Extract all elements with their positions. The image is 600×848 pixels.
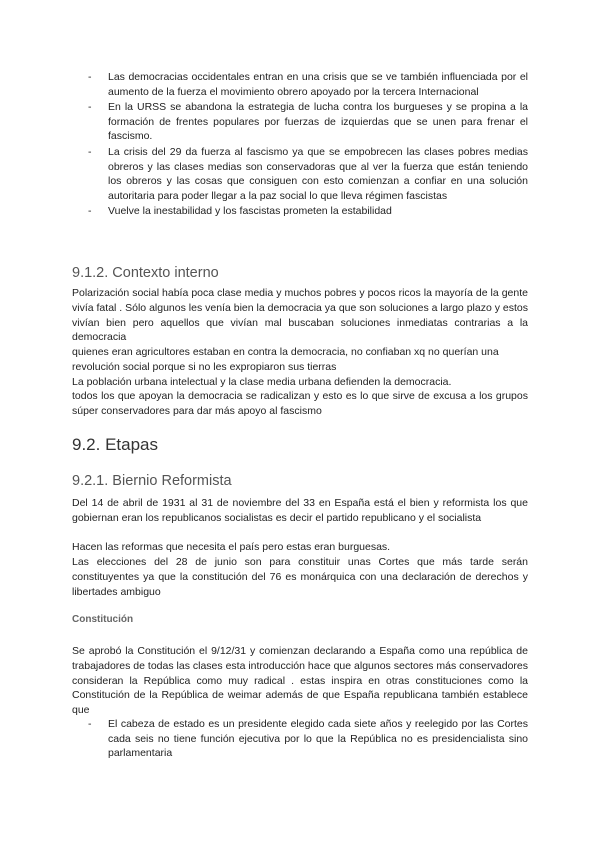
bullet-text: Las democracias occidentales entran en una crisis que se ve también influenciada por el aumento de la fuerza el movimiento obrero apoyado por la tercera Internacional: [108, 71, 528, 98]
bullet-text: Vuelve la inestabilidad y los fascistas prometen la estabilidad: [108, 205, 392, 218]
paragraph: Se aprobó la Constitución el 9/12/31 y comienzan declarando a España como una república de trabajadores de todas las clases esta introducción hace que algunos sectores más conservadores consideran la República como muy radical . estas inspira en otras constituciones como la Constitución de la República de weimar además de que España republicana también establece que: [72, 645, 528, 717]
bullet-dash: -: [88, 205, 92, 218]
section-heading-contexto-interno: 9.1.2. Contexto interno: [72, 265, 219, 281]
list-item: [88, 204, 528, 219]
paragraph: quienes eran agricultores estaban en contra la democracia, no confiaban xq no querían una revolución social porque si no les expropiaron sus tierras: [72, 346, 499, 373]
bullet-text: En la URSS se abandona la estrategia de lucha contra los burgueses y se propina a la formación de frentes populares por fuerzas de izquierdas que se unen para frenar el fascismo.: [108, 101, 528, 143]
paragraph: Polarización social había poca clase media y muchos pobres y pocos ricos la mayoría de la gente vivía fatal . Sólo algunos les venía bien la democracia ya que son soluciones a largo plazo y estos vivían bien pero aquellos que vivían mal buscaban soluciones inmediatas contrarias a la democracia: [72, 287, 528, 344]
section-heading-etapas: 9.2. Etapas: [72, 435, 159, 454]
bullet-dash: -: [88, 101, 92, 114]
constitucion-bullet-list: [88, 717, 528, 762]
list-item: [88, 100, 528, 144]
bullet-dash: -: [88, 718, 92, 730]
section-heading-biernio-reformista: 9.2.1. Biernio Reformista: [72, 473, 232, 489]
list-item: [88, 70, 528, 99]
paragraph: Hacen las reformas que necesita el país pero estas eran burguesas.: [72, 541, 391, 553]
bullet-text: La crisis del 29 da fuerza al fascismo ya que se empobrecen las clases pobres medias obreros y las clases medias son conservadoras que al ver la fuerza que están teniendo los obreros y las cosas que consiguen con esto comienzan a confiar en una solución autoritaria para poder llegar a la paz social lo que lleva régimen fascistas: [108, 145, 528, 202]
bullet-dash: -: [88, 145, 92, 158]
paragraph: Del 14 de abril de 1931 al 31 de noviembre del 33 en España está el bien y reformista los que gobiernan eran los republicanos socialistas es decir el partido republicano y el socialista: [72, 497, 528, 524]
paragraph: La población urbana intelectual y la clase media urbana defienden la democracia.: [72, 376, 452, 388]
paragraph: todos los que apoyan la democracia se radicalizan y esto es lo que sirve de excusa a los grupos súper conservadores para dar más apoyo al fascismo: [72, 390, 528, 417]
bullet-text: El cabeza de estado es un presidente elegido cada siete años y reelegido por las Cortes cada seis no tiene función ejecutiva por lo que la República no es presidencialista sino parlamentaria: [108, 718, 528, 760]
list-item: [88, 717, 528, 761]
list-item: [88, 145, 528, 203]
paragraph: Las elecciones del 28 de junio son para constituir unas Cortes que más tarde serán constituyentes ya que la constitución del 76 es monárquica con una declaración de derechos y libertades ambiguo: [72, 556, 528, 598]
top-bullet-list: [88, 70, 528, 220]
subheading-constitucion: Constitución: [72, 614, 134, 625]
bullet-dash: -: [88, 71, 92, 83]
